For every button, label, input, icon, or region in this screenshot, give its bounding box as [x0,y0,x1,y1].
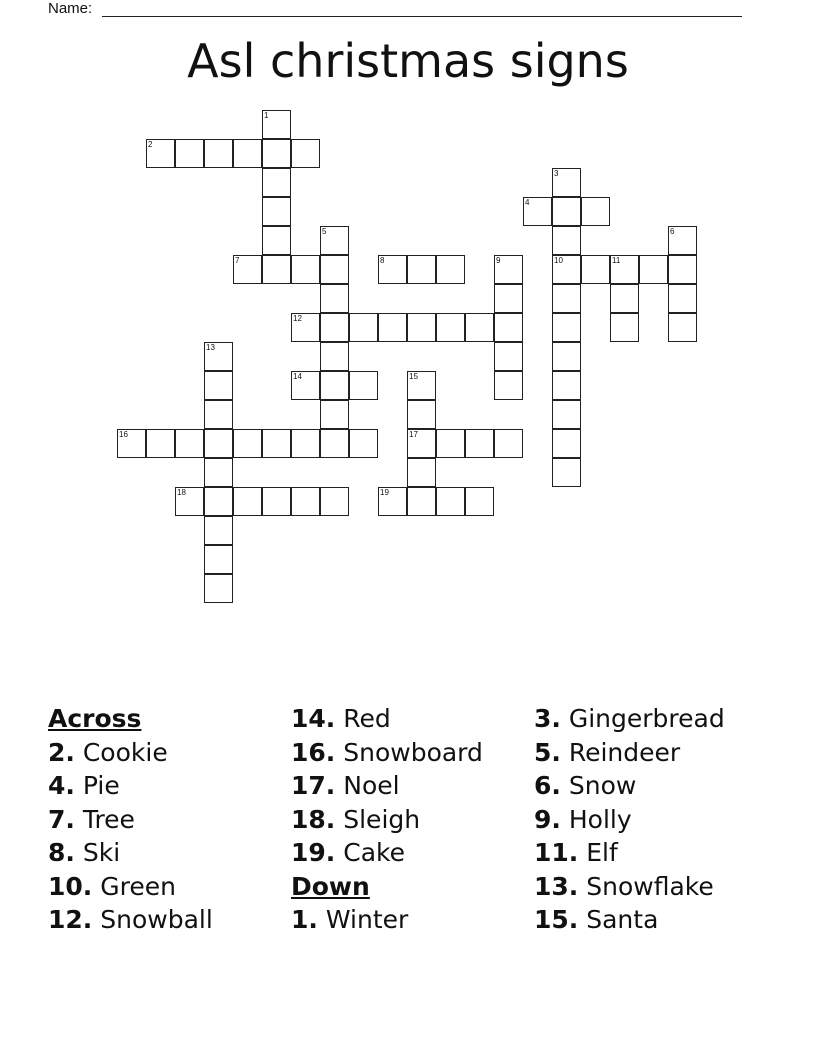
grid-cell[interactable] [407,255,436,284]
clue-item-number: 9. [534,804,561,834]
name-label: Name: [48,0,93,17]
grid-cell[interactable] [233,255,262,284]
grid-cell[interactable] [291,139,320,168]
grid-cell[interactable] [407,487,436,516]
clue-item [291,903,531,937]
grid-cell[interactable] [407,313,436,342]
grid-cell[interactable] [175,487,204,516]
grid-cell[interactable] [552,284,581,313]
clue-item-number: 16. [291,737,336,767]
grid-cell[interactable] [146,139,175,168]
grid-cell[interactable] [523,197,552,226]
clue-item [534,736,774,770]
clue-item-number: 17. [291,771,336,800]
grid-cell[interactable] [262,255,291,284]
grid-cell[interactable] [378,255,407,284]
grid-cell[interactable] [291,429,320,458]
grid-cell[interactable] [262,226,291,255]
grid-cell[interactable] [668,255,697,284]
clue-item-number: 1. [291,905,318,934]
clue-item [48,836,288,870]
clue-item [48,736,288,770]
clue-item [48,870,288,904]
grid-cell[interactable] [320,429,349,458]
grid-cell[interactable] [291,487,320,516]
clue-item-number: 6. [534,771,561,800]
clue-number: 5 [322,227,327,236]
grid-cell[interactable] [320,371,349,400]
clue-item [534,903,774,937]
clue-item-number: 7. [48,804,75,834]
grid-cell[interactable] [494,284,523,313]
clue-number: 10 [554,256,563,265]
clue-item-text: Snowboard [335,737,483,767]
grid-cell[interactable] [610,255,639,284]
clue-number: 2 [148,140,153,149]
clue-item-number: 2. [48,737,75,767]
clue-section-header: Across [48,704,142,733]
grid-cell[interactable] [552,226,581,255]
clue-item-text: Winter [317,905,409,934]
clue-number: 1 [264,111,269,120]
clue-item-number: 11. [534,838,579,867]
grid-cell[interactable] [146,429,175,458]
clue-item [291,769,531,803]
grid-cell[interactable] [175,139,204,168]
grid-cell[interactable] [407,458,436,487]
clue-item-number: 4. [48,771,75,800]
page-title: Asl christmas signs [187,34,629,88]
clue-number: 13 [206,343,215,352]
clue-item [48,803,288,837]
grid-cell[interactable] [465,487,494,516]
grid-cell[interactable] [581,255,610,284]
grid-cell[interactable] [262,429,291,458]
grid-cell[interactable] [204,545,233,574]
clue-number: 7 [235,256,240,265]
clue-number: 15 [409,372,418,381]
clue-item-text: Snowball [92,905,213,934]
grid-cell[interactable] [610,313,639,342]
clue-column-3 [534,702,774,937]
grid-cell[interactable] [262,139,291,168]
clue-number: 3 [554,169,559,178]
clue-item [534,870,774,904]
grid-cell[interactable] [436,487,465,516]
clue-number: 19 [380,488,389,497]
grid-cell[interactable] [465,313,494,342]
grid-cell[interactable] [552,168,581,197]
clue-item-text: Noel [335,771,400,800]
clue-item [48,903,288,937]
clue-item [534,702,774,736]
clue-item [534,836,774,870]
grid-cell[interactable] [552,458,581,487]
clue-item-text: Red [335,704,391,733]
grid-cell[interactable] [436,313,465,342]
clue-item-text: Cake [335,838,405,867]
clue-item-number: 10. [48,871,93,901]
clue-item-text: Gingerbread [560,704,725,733]
grid-cell[interactable] [407,371,436,400]
clue-item-text: Ski [74,838,121,867]
grid-cell[interactable] [233,487,262,516]
grid-cell[interactable] [204,139,233,168]
grid-cell[interactable] [262,110,291,139]
grid-cell[interactable] [552,255,581,284]
grid-cell[interactable] [320,342,349,371]
grid-cell[interactable] [262,197,291,226]
clue-item-text: Santa [578,905,659,934]
grid-cell[interactable] [668,313,697,342]
grid-cell[interactable] [291,313,320,342]
clue-item-number: 5. [534,737,561,767]
grid-cell[interactable] [378,487,407,516]
clue-item [291,702,531,736]
grid-cell[interactable] [552,429,581,458]
grid-cell[interactable] [204,400,233,429]
grid-cell[interactable] [494,313,523,342]
clue-number: 14 [293,372,302,381]
grid-cell[interactable] [610,284,639,313]
clue-column-1 [48,702,288,937]
clue-column-2 [291,702,531,937]
grid-cell[interactable] [552,313,581,342]
grid-cell[interactable] [320,284,349,313]
grid-cell[interactable] [320,313,349,342]
clue-item-number: 3. [534,704,561,733]
grid-cell[interactable] [552,197,581,226]
grid-cell[interactable] [494,371,523,400]
grid-cell[interactable] [552,400,581,429]
clue-item-text: Pie [74,771,120,800]
clue-item-text: Snow [560,771,637,800]
grid-cell[interactable] [668,226,697,255]
grid-cell[interactable] [320,255,349,284]
clue-item-text: Cookie [74,737,168,767]
grid-cell[interactable] [233,139,262,168]
clue-item [291,736,531,770]
grid-cell[interactable] [407,400,436,429]
grid-cell[interactable] [291,255,320,284]
grid-cell[interactable] [204,342,233,371]
clue-number: 12 [293,314,302,323]
clue-item [291,836,531,870]
grid-cell[interactable] [494,342,523,371]
clue-number: 16 [119,430,128,439]
clue-item-number: 15. [534,905,579,934]
grid-cell[interactable] [291,371,320,400]
grid-cell[interactable] [668,284,697,313]
clue-item-text: Snowflake [578,871,714,901]
grid-cell[interactable] [204,371,233,400]
clue-item-text: Holly [560,804,632,834]
grid-cell[interactable] [320,487,349,516]
grid-cell[interactable] [407,429,436,458]
grid-cell[interactable] [204,574,233,603]
grid-cell[interactable] [262,168,291,197]
clue-item-number: 18. [291,804,336,834]
clue-item-text: Sleigh [335,804,421,834]
grid-cell[interactable] [175,429,204,458]
clue-item [534,769,774,803]
grid-cell[interactable] [204,516,233,545]
clue-number: 9 [496,256,501,265]
grid-cell[interactable] [204,429,233,458]
clue-item-number: 13. [534,871,579,901]
clue-item-text: Green [92,871,176,901]
clue-number: 4 [525,198,530,207]
clue-item [534,803,774,837]
clue-item-text: Elf [578,838,618,867]
grid-cell[interactable] [552,342,581,371]
grid-cell[interactable] [320,400,349,429]
clue-item [291,803,531,837]
clue-list [48,702,768,962]
grid-cell[interactable] [349,429,378,458]
clue-number: 17 [409,430,418,439]
grid-cell[interactable] [581,197,610,226]
grid-cell[interactable] [349,371,378,400]
grid-cell[interactable] [465,429,494,458]
clue-item-number: 14. [291,704,336,733]
grid-cell[interactable] [639,255,668,284]
grid-cell[interactable] [204,487,233,516]
grid-cell[interactable] [494,255,523,284]
grid-cell[interactable] [117,429,146,458]
grid-cell[interactable] [494,429,523,458]
grid-cell[interactable] [378,313,407,342]
grid-cell[interactable] [436,429,465,458]
clue-section-header: Down [291,871,370,901]
clue-item [48,769,288,803]
clue-number: 6 [670,227,675,236]
clue-number: 11 [612,256,621,265]
clue-item-text: Tree [74,804,135,834]
clue-item-number: 19. [291,838,336,867]
clue-item-number: 8. [48,838,75,867]
grid-cell[interactable] [436,255,465,284]
clue-item-number: 12. [48,905,93,934]
clue-number: 18 [177,488,186,497]
clue-item-text: Reindeer [560,737,681,767]
grid-cell[interactable] [233,429,262,458]
grid-cell[interactable] [262,487,291,516]
grid-cell[interactable] [204,458,233,487]
grid-cell[interactable] [552,371,581,400]
grid-cell[interactable] [349,313,378,342]
grid-cell[interactable] [320,226,349,255]
clue-number: 8 [380,256,385,265]
